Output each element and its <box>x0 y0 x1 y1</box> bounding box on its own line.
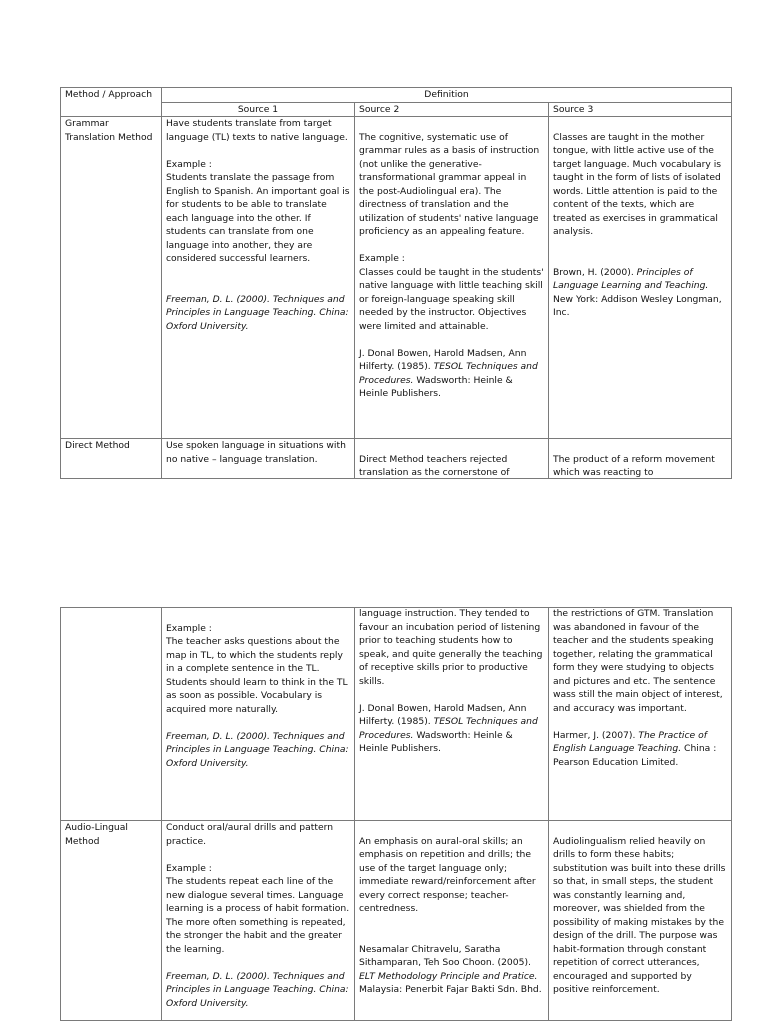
citation <box>359 702 544 756</box>
citation-authors: Brown, H. (2000). <box>553 266 634 278</box>
gtm-source3-cell <box>549 117 732 439</box>
citation-publisher: Wadsworth: Heinle & Heinle Publishers. <box>359 374 513 399</box>
gtm-source2-cell <box>355 117 549 439</box>
example-text: The students repeat each line of the new dialogue several times. Language learning is a process of habit formation. The more often something is repeated, the stronger the habit and the greater the learning. <box>166 876 350 955</box>
source1-header: Source 1 <box>162 102 355 117</box>
direct-source3-cont-cell <box>549 608 732 821</box>
definition-text: Use spoken language in situations with no native – language translation. <box>166 440 346 465</box>
citation-title: The Practice of English Language Teaching. <box>553 729 707 754</box>
direct-source2-cont-cell <box>355 608 549 821</box>
example-label: Example : <box>166 622 212 634</box>
table-row <box>61 608 732 821</box>
citation-publisher: New York: Addison Wesley Longman, Inc. <box>553 293 722 318</box>
example-label: Example : <box>359 253 405 264</box>
citation-authors: Harmer, J. (2007). <box>553 729 636 741</box>
citation <box>553 266 727 320</box>
citation: Freeman, D. L. (2000). Techniques and Principles in Language Teaching. China: Oxford University. <box>166 293 349 332</box>
definition-text: Have students translate from target language (TL) texts to native language. <box>166 118 348 143</box>
citation: Freeman, D. L. (2000). Techniques and Principles in Language Teaching. China: Oxford University. <box>166 730 349 769</box>
example-label: Example : <box>166 158 212 170</box>
table-row <box>61 439 732 479</box>
direct-source1-cell <box>162 439 355 479</box>
definition-text: An emphasis on aural-oral skills; an emphasis on repetition and drills; the use of the target language only; immediate reward/reinforcement after every correct response; teacher-centredness. <box>359 835 536 914</box>
source2-header: Source 2 <box>355 102 549 117</box>
definition-text: Direct Method teachers rejected translation as the cornerstone of <box>359 453 510 478</box>
definition-text: language instruction. They tended to favour an incubation period of listening prior to teaching students how to speak, and quite generally the teaching of receptive skills prior to productive skills. <box>359 608 543 687</box>
direct-source1-cont-cell <box>162 608 355 821</box>
audio-source2-cell <box>355 821 549 1021</box>
method-name: Grammar Translation Method <box>61 117 162 439</box>
source3-header: Source 3 <box>549 102 732 117</box>
example-text: Students translate the passage from English to Spanish. An important goal is for students to be able to translate each language into the other. If students can translate from one language into another, they are considered successful learners. <box>166 172 350 264</box>
definition-text: Audiolingualism relied heavily on drills to form these habits; substitution was built into these drills so that, in small steps, the student was constantly learning and, moreover, was shielded from the possibility of making mistakes by the design of the drill. The purpose was habit-formation through constant repetition of correct utterances, encouraged and supported by positive reinforcement. <box>553 835 726 995</box>
definition-text: The cognitive, systematic use of grammar rules as a basis of instruction (not unlike the generative-transformational grammar appeal in the post-Audiolingual era). The directness of translation and the utilization of students' native language proficiency as an appealing feature. <box>359 131 540 237</box>
method-header: Method / Approach <box>61 88 162 117</box>
method-name: Direct Method <box>61 439 162 479</box>
citation-title: Principles of Language Learning and Teaching. <box>553 266 709 291</box>
citation <box>553 729 727 770</box>
citation-title: ELT Methodology Principle and Pratice. <box>359 970 538 982</box>
citation-authors: J. Donal Bowen, Harold Madsen, Ann Hilferty. (1985). <box>359 702 527 727</box>
header-row <box>61 88 732 103</box>
definition-text: Classes are taught in the mother tongue, with little active use of the target language. Much vocabulary is taught in the form of lists of isolated words. Little attention is paid to the content of the texts, which are treated as exercises in grammatical analysis. <box>553 131 722 237</box>
methods-table-page-2 <box>60 607 732 1021</box>
definition-header: Definition <box>162 88 732 103</box>
example-text: Classes could be taught in the students' native language with little teaching skill or foreign-language speaking skill needed by the instructor. Objectives were limited and attainable. <box>359 266 544 332</box>
citation-publisher: Malaysia: Penerbit Fajar Bakti Sdn. Bhd. <box>359 984 542 995</box>
definition-text: The product of a reform movement which was reacting to <box>553 453 715 478</box>
example-label: Example : <box>166 862 212 874</box>
definition-text: the restrictions of GTM. Translation was abandoned in favour of the teacher and the students speaking together, relating the grammatical form they were studying to objects and pictures and etc. The sentence wass still the main object of interest, and accuracy was important. <box>553 608 723 714</box>
methods-table-page-1 <box>60 87 732 479</box>
citation <box>359 347 544 401</box>
citation-publisher: Wadsworth: Heinle & Heinle Publishers. <box>359 729 513 754</box>
audio-source1-cell <box>162 821 355 1021</box>
citation-title: TESOL Techniques and Procedures. <box>359 361 538 386</box>
direct-source3-cell <box>549 439 732 479</box>
method-name-continued <box>61 608 162 821</box>
citation-title: TESOL Techniques and Procedures. <box>359 716 538 741</box>
source-header-row <box>61 102 732 117</box>
direct-source2-cell <box>355 439 549 479</box>
table-row <box>61 117 732 439</box>
method-name: Audio-Lingual Method <box>61 821 162 1021</box>
citation <box>359 943 544 997</box>
definition-text: Conduct oral/aural drills and pattern practice. <box>166 822 334 847</box>
example-text: The teacher asks questions about the map in TL, to which the students reply in a complete sentence in the TL. Students should learn to think in the TL as soon as possible. Vocabulary is acquired more naturally. <box>166 636 348 715</box>
citation-publisher: China : Pearson Education Limited. <box>553 743 717 768</box>
citation-authors: Nesamalar Chitravelu, Saratha Sithamparan, Teh Soo Choon. (2005). <box>359 943 531 968</box>
citation-authors: J. Donal Bowen, Harold Madsen, Ann Hilferty. (1985). <box>359 347 527 372</box>
citation: Freeman, D. L. (2000). Techniques and Principles in Language Teaching. China: Oxford University. <box>166 970 349 1009</box>
gtm-source1-cell <box>162 117 355 439</box>
audio-source3-cell <box>549 821 732 1021</box>
table-row <box>61 821 732 1021</box>
